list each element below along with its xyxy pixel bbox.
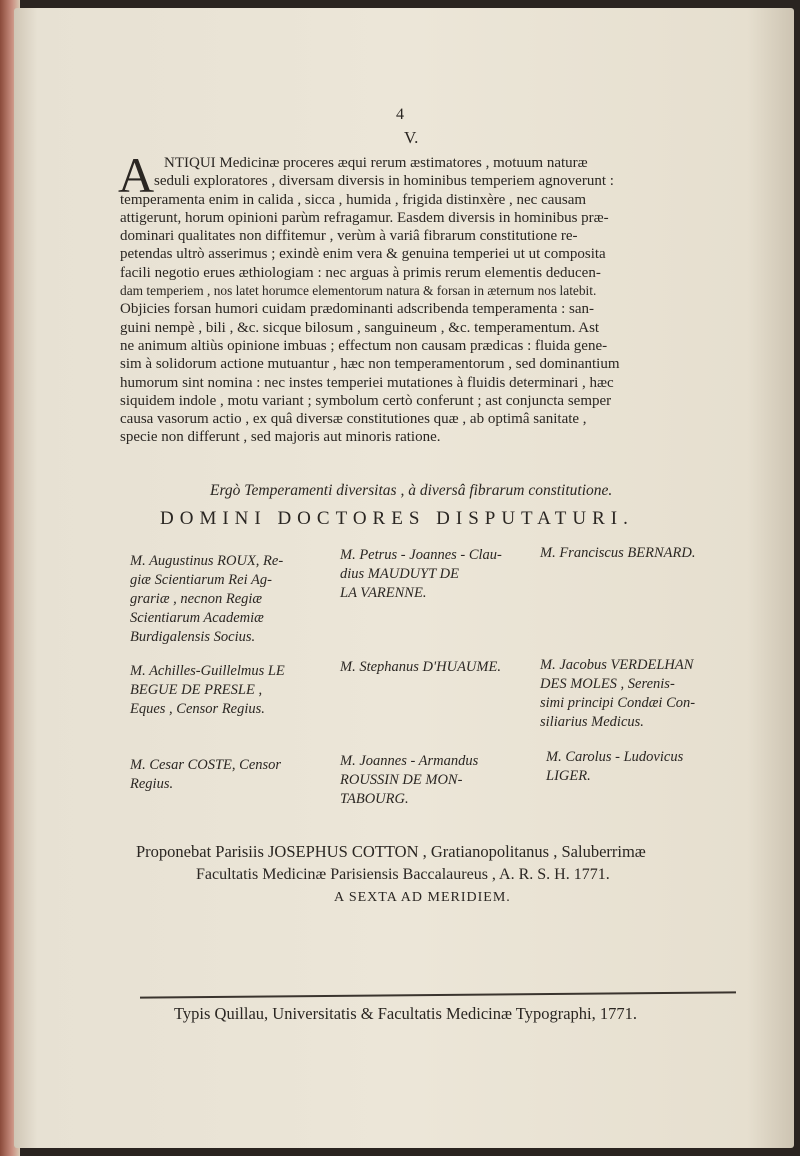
paragraph-line: causa vasorum actio , ex quâ diversæ constitutiones quæ , ab optimâ sanitate ,: [120, 411, 587, 428]
paragraph-line: specie non differunt , sed majoris aut minoris ratione.: [120, 429, 441, 446]
doctor-entry: M. Stephanus D'HUAUME.: [340, 659, 501, 675]
paragraph-line: temperamenta enim in calida , sicca , humida , frigida distinxère , nec causam: [120, 191, 587, 208]
conclusion: Ergò Temperamenti diversitas , à diversâ fibrarum constitutione.: [210, 482, 613, 499]
doctor-entry: M. Augustinus ROUX, Re- giæ Scientiarum Rei Ag- grariæ , necnon Regiæ Scientiarum Academiæ Burdigalensis Socius.: [130, 553, 284, 645]
proponebat-line: Proponebat Parisiis JOSEPHUS COTTON , Gratianopolitanus , Saluberrimæ: [136, 842, 646, 861]
paragraph-line: siquidem indole , motu variant ; symbolum certò conferunt ; ast conjuncta semper: [120, 392, 612, 409]
doctor-entry: M. Carolus - Ludovicus LIGER.: [546, 749, 684, 784]
paragraph-line: NTIQUI Medicinæ proceres æqui rerum æstimatores , motuum naturæ: [164, 155, 588, 171]
doctor-entry: M. Jacobus VERDELHAN DES MOLES , Serenis- simi principi Condæi Con- siliarius Medicus.: [540, 657, 696, 730]
facultas-line: Facultatis Medicinæ Parisiensis Baccalaureus , A. R. S. H. 1771.: [196, 866, 610, 883]
paragraph-line: ne animum altiùs opinione imbuas ; effectum non causam prædicas : fluida gene-: [120, 337, 608, 354]
paragraph-line: dominari qualitates non diffitemur , verùm à variâ fibrarum constitutione re-: [120, 228, 578, 245]
doctor-entry: M. Petrus - Joannes - Clau- dius MAUDUYT DE LA VARENNE.: [340, 547, 502, 601]
doctor-entry: M. Franciscus BERNARD.: [540, 545, 696, 561]
thesis-paragraph: [120, 154, 732, 447]
page-number: 4: [396, 106, 404, 123]
paragraph-line: facili negotio erues æthiologiam : nec arguas à primis rerum elementis deducen-: [120, 264, 601, 281]
paragraph-line: Objicies forsan humori cuidam prædominanti adscribenda temperamenta : san-: [120, 301, 595, 318]
paragraph-line: humorum sint nomina : nec instes temperiei mutationes à fluidis determinari , hæc: [120, 374, 614, 391]
paragraph-line: attigerunt, horum opinioni parùm refragamur. Easdem diversis in hominibus præ-: [120, 209, 609, 226]
doctor-entry: M. Joannes - Armandus ROUSSIN DE MON- TABOURG.: [340, 753, 479, 807]
paragraph-line: dam temperiem , nos latet horumce elementorum natura & forsan in æternum nos latebit.: [120, 283, 597, 299]
time-line: A SEXTA AD MERIDIEM.: [334, 890, 511, 905]
paragraph-line: guini nempè , bili , &c. sicque bilosum , sanguineum , &c. temperamentum. Ast: [120, 319, 600, 336]
paragraph-line: petendas ultrò asserimus ; exindè enim vera & genuina temperiei ut ut composita: [120, 246, 606, 263]
paragraph-line: sim à solidorum actione mutuantur , hæc non temperamentorum , sed dominantium: [120, 356, 620, 373]
doctor-entry: M. Achilles-Guillelmus LE BEGUE DE PRESLE , Eques , Censor Regius.: [130, 663, 285, 717]
doctor-entry: M. Cesar COSTE, Censor Regius.: [130, 757, 282, 792]
paragraph-line: seduli exploratores , diversam diversis in hominibus temperiem agnoverunt :: [154, 173, 614, 190]
printer-imprint: Typis Quillau, Universitatis & Facultatis Medicinæ Typographi, 1771.: [174, 1004, 638, 1023]
chapter-number: V.: [404, 128, 419, 147]
drop-cap: A: [118, 147, 155, 203]
doctors-heading: DOMINI DOCTORES DISPUTATURI.: [160, 508, 634, 529]
